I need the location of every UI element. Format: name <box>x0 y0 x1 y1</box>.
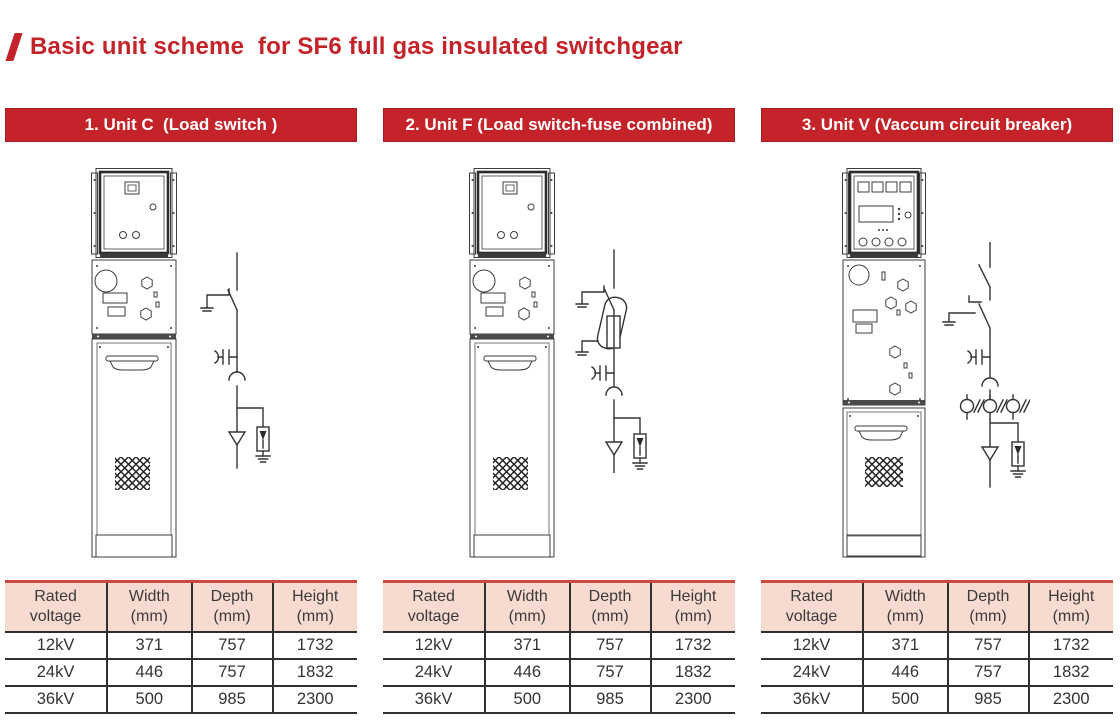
table-cell: 757 <box>192 632 273 659</box>
earth-switch-symbol <box>943 313 975 325</box>
table-cell: 500 <box>485 686 569 713</box>
table-cell: 1832 <box>273 659 358 686</box>
table-cell: 500 <box>107 686 191 713</box>
ground-symbol <box>1011 471 1025 477</box>
unit-c-header: 1. Unit C (Load switch ) <box>5 108 357 142</box>
voltage-indicator-symbol <box>215 350 237 364</box>
col-header-height: Height (mm) <box>1029 582 1114 633</box>
table-cell: 2300 <box>1029 686 1114 713</box>
surge-arrester-symbol <box>1012 442 1024 466</box>
surge-arrester-symbol <box>634 434 646 458</box>
load-switch-symbol <box>228 290 237 310</box>
unit-section-f <box>383 108 735 714</box>
voltage-indicator-symbol <box>968 350 990 364</box>
table-row <box>761 632 1113 659</box>
table-cell: 371 <box>107 632 191 659</box>
rmu-cabinet-drawing <box>469 168 555 558</box>
table-cell: 446 <box>863 659 947 686</box>
table-header-row <box>383 582 735 633</box>
table-row <box>761 686 1113 713</box>
arrester-branch <box>237 408 263 427</box>
table-cell: 12kV <box>383 632 485 659</box>
separable-connector-symbol <box>606 387 622 395</box>
red-slash-icon <box>5 33 22 61</box>
unit-c-spec-table <box>5 580 357 714</box>
current-transformer-symbol <box>961 395 985 419</box>
table-cell: 757 <box>570 659 651 686</box>
table-cell: 1732 <box>651 632 736 659</box>
unit-f-figure <box>383 142 735 580</box>
table-cell: 500 <box>863 686 947 713</box>
table-cell: 1732 <box>1029 632 1114 659</box>
table-cell: 1832 <box>1029 659 1114 686</box>
current-transformer-symbol <box>1007 395 1031 419</box>
table-cell: 12kV <box>5 632 107 659</box>
table-cell: 1732 <box>273 632 358 659</box>
arrester-branch <box>614 418 640 434</box>
voltage-indicator-symbol <box>592 366 614 380</box>
table-cell: 371 <box>485 632 569 659</box>
unit-v-spec-table <box>761 580 1113 714</box>
vacuum-breaker-circuit-schematic <box>935 242 1030 492</box>
table-cell: 12kV <box>761 632 863 659</box>
rmu-cabinet-drawing <box>91 168 177 558</box>
col-header-depth: Depth (mm) <box>192 582 273 633</box>
col-header-height: Height (mm) <box>273 582 358 633</box>
unit-v-header: 3. Unit V (Vaccum circuit breaker) <box>761 108 1113 142</box>
table-cell: 24kV <box>5 659 107 686</box>
col-header-depth: Depth (mm) <box>948 582 1029 633</box>
unit-section-c <box>5 108 357 714</box>
table-cell: 757 <box>192 659 273 686</box>
col-header-rated-voltage: Rated voltage <box>5 582 107 633</box>
arrester-branch <box>990 423 1018 442</box>
cable-outgoing-symbol <box>606 442 622 455</box>
separable-connector-symbol <box>229 372 245 380</box>
ground-symbol <box>256 456 270 462</box>
table-row <box>5 659 357 686</box>
table-row <box>383 686 735 713</box>
disconnector-symbol <box>979 265 990 287</box>
breaker-cabinet-drawing <box>842 168 926 558</box>
current-transformer-symbol <box>984 395 1008 419</box>
table-cell: 2300 <box>651 686 736 713</box>
unit-f-spec-table <box>383 580 735 714</box>
col-header-width: Width (mm) <box>863 582 947 633</box>
unit-columns <box>0 108 1120 714</box>
unit-v-figure <box>761 142 1113 580</box>
earth-switch-symbol <box>201 289 229 311</box>
table-cell: 446 <box>107 659 191 686</box>
table-cell: 757 <box>570 632 651 659</box>
load-switch-circuit-schematic <box>195 250 275 470</box>
unit-section-v <box>761 108 1113 714</box>
col-header-width: Width (mm) <box>485 582 569 633</box>
table-cell: 36kV <box>5 686 107 713</box>
table-cell: 1832 <box>651 659 736 686</box>
col-header-height: Height (mm) <box>651 582 736 633</box>
table-cell: 2300 <box>273 686 358 713</box>
table-cell: 985 <box>192 686 273 713</box>
table-row <box>5 686 357 713</box>
load-switch-fuse-circuit-schematic <box>570 248 655 473</box>
earth-switch-symbol <box>576 286 604 307</box>
table-row <box>383 632 735 659</box>
breaker-switch-symbol <box>979 304 990 328</box>
surge-arrester-symbol <box>257 427 269 451</box>
separable-connector-symbol <box>982 378 998 386</box>
col-header-rated-voltage: Rated voltage <box>761 582 863 633</box>
table-cell: 757 <box>948 659 1029 686</box>
table-cell: 985 <box>570 686 651 713</box>
table-cell: 371 <box>863 632 947 659</box>
table-header-row <box>761 582 1113 633</box>
table-cell: 446 <box>485 659 569 686</box>
page-title: Basic unit scheme for SF6 full gas insulated switchgear <box>30 33 683 60</box>
col-header-width: Width (mm) <box>107 582 191 633</box>
table-cell: 36kV <box>761 686 863 713</box>
cable-outgoing-symbol <box>982 447 998 460</box>
table-cell: 757 <box>948 632 1029 659</box>
table-cell: 985 <box>948 686 1029 713</box>
table-row <box>5 632 357 659</box>
earth-switch-symbol <box>576 341 598 355</box>
table-row <box>761 659 1113 686</box>
ground-symbol <box>633 463 647 469</box>
cable-outgoing-symbol <box>229 432 245 445</box>
page-header <box>0 0 1120 64</box>
table-cell: 24kV <box>383 659 485 686</box>
unit-c-figure <box>5 142 357 580</box>
unit-f-header: 2. Unit F (Load switch-fuse combined) <box>383 108 735 142</box>
table-row <box>383 659 735 686</box>
col-header-rated-voltage: Rated voltage <box>383 582 485 633</box>
table-cell: 24kV <box>761 659 863 686</box>
table-cell: 36kV <box>383 686 485 713</box>
col-header-depth: Depth (mm) <box>570 582 651 633</box>
table-header-row <box>5 582 357 633</box>
